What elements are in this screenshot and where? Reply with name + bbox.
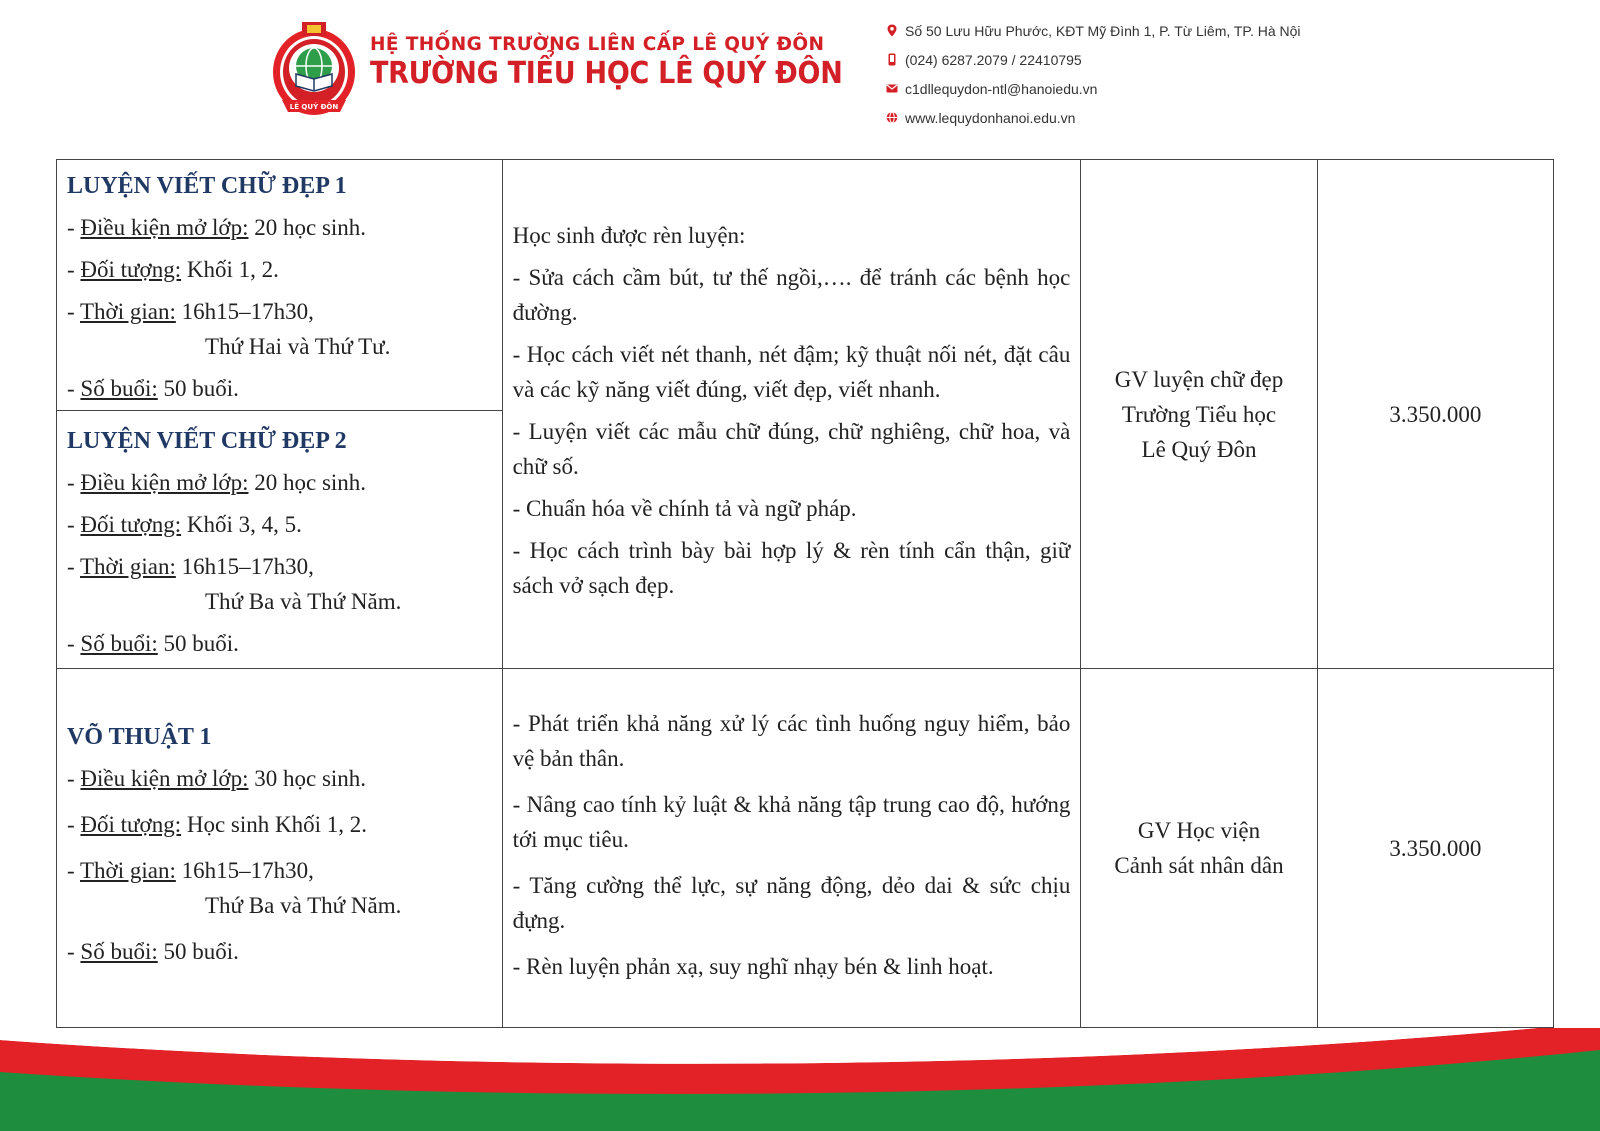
description-line: - Học cách trình bày bài hợp lý & rèn tính cẩn thận, giữ sách vở sạch đẹp. [512, 538, 1071, 598]
fee-value: 3.350.000 [1389, 401, 1482, 427]
globe-icon [886, 111, 898, 124]
fee-cell [1317, 160, 1553, 669]
table-row [57, 669, 1554, 1028]
course-time: - Thời gian: 16h15–17h30, [67, 857, 314, 883]
location-pin-icon [886, 24, 898, 37]
contact-phone [886, 45, 1301, 74]
description-line: - Học cách viết nét thanh, nét đậm; kỹ thuật nối nét, đặt câu và các kỹ năng viết đúng, viết đẹp, viết nhanh. [512, 342, 1071, 402]
course-sessions: - Số buổi: 50 buổi. [67, 631, 239, 656]
course-target: - Đối tượng: Khối 3, 4, 5. [67, 512, 302, 537]
course-target: - Đối tượng: Khối 1, 2. [67, 257, 279, 282]
teacher-line: Trường Tiểu học [1121, 401, 1277, 427]
course-days: Thứ Ba và Thứ Năm. [205, 892, 402, 918]
course-block [57, 721, 502, 969]
course-target: - Đối tượng: Học sinh Khối 1, 2. [67, 811, 368, 837]
mail-icon [886, 82, 898, 95]
description-line: - Rèn luyện phản xạ, suy nghĩ nhạy bén & linh hoạt. [512, 953, 994, 979]
course-sessions: - Số buổi: 50 buổi. [67, 938, 239, 964]
course-title: LUYỆN VIẾT CHỮ ĐẸP 1 [67, 173, 347, 199]
description-line: - Phát triển khả năng xử lý các tình huống nguy hiểm, bảo vệ bản thân. [512, 710, 1071, 771]
teacher-line: GV Học viện [1137, 818, 1261, 843]
phone-icon [886, 53, 898, 66]
course-sessions: - Số buổi: 50 buổi. [67, 376, 239, 401]
course-description [503, 218, 1081, 603]
contact-phone-text: (024) 6287.2079 / 22410795 [905, 51, 1082, 68]
course-info-cell [57, 669, 503, 1028]
course-days: Thứ Ba và Thứ Năm. [205, 589, 402, 614]
description-line: - Chuẩn hóa về chính tả và ngữ pháp. [512, 496, 857, 521]
system-name: HỆ THỐNG TRƯỜNG LIÊN CẤP LÊ QUÝ ĐÔN [370, 34, 825, 55]
description-line: - Sửa cách cầm bút, tư thế ngồi,…. để tránh các bệnh học đường. [512, 265, 1071, 325]
course-condition: - Điều kiện mở lớp: 20 học sinh. [67, 470, 367, 495]
course-info-cell [57, 160, 503, 669]
course-description-cell [502, 160, 1081, 669]
course-condition: - Điều kiện mở lớp: 20 học sinh. [67, 215, 367, 240]
contact-email-text: c1dllequydon-ntl@hanoiedu.vn [905, 80, 1098, 97]
school-name: TRƯỜNG TIỂU HỌC LÊ QUÝ ĐÔN [370, 56, 843, 91]
course-title: LUYỆN VIẾT CHỮ ĐẸP 2 [67, 428, 347, 454]
course-time: - Thời gian: 16h15–17h30, [67, 554, 314, 579]
course-time: - Thời gian: 16h15–17h30, [67, 299, 314, 324]
contact-website [886, 103, 1301, 132]
description-line: - Tăng cường thể lực, sự năng động, dẻo dai & sức chịu đựng. [512, 872, 1071, 933]
course-description-cell [502, 669, 1081, 1028]
logo-text: LÊ QUÝ ĐÔN [289, 103, 339, 111]
description-line: Học sinh được rèn luyện: [512, 223, 746, 248]
fee-cell [1317, 669, 1553, 1028]
description-line: - Nâng cao tính kỷ luật & khả năng tập trung cao độ, hướng tới mục tiêu. [512, 791, 1071, 852]
teacher-line: Lê Quý Đôn [1141, 436, 1257, 462]
fee-value: 3.350.000 [1389, 835, 1482, 861]
contact-website-text: www.lequydonhanoi.edu.vn [905, 109, 1076, 126]
teacher-cell [1081, 160, 1317, 669]
contact-list [886, 16, 1301, 132]
course-days: Thứ Hai và Thứ Tư. [205, 334, 391, 359]
school-logo [268, 16, 360, 126]
course-description [503, 706, 1081, 984]
contact-email [886, 74, 1301, 103]
course-table [56, 159, 1554, 1028]
teacher-line: Cảnh sát nhân dân [1114, 853, 1284, 878]
description-line: - Luyện viết các mẫu chữ đúng, chữ nghiêng, chữ hoa, và chữ số. [512, 419, 1071, 479]
course-title: VÕ THUẬT 1 [67, 723, 212, 750]
footer-wave-band [0, 1028, 1600, 1131]
course-block [57, 160, 502, 406]
teacher-cell [1081, 669, 1317, 1028]
contact-address [886, 16, 1301, 45]
table-row [57, 160, 1554, 669]
brand-block [370, 34, 895, 91]
teacher-line: GV luyện chữ đẹp [1114, 366, 1284, 392]
contact-address-text: Số 50 Lưu Hữu Phước, KĐT Mỹ Đình 1, P. Từ Liêm, TP. Hà Nội [905, 22, 1301, 39]
course-condition: - Điều kiện mở lớp: 30 học sinh. [67, 765, 367, 791]
course-block [57, 410, 502, 661]
